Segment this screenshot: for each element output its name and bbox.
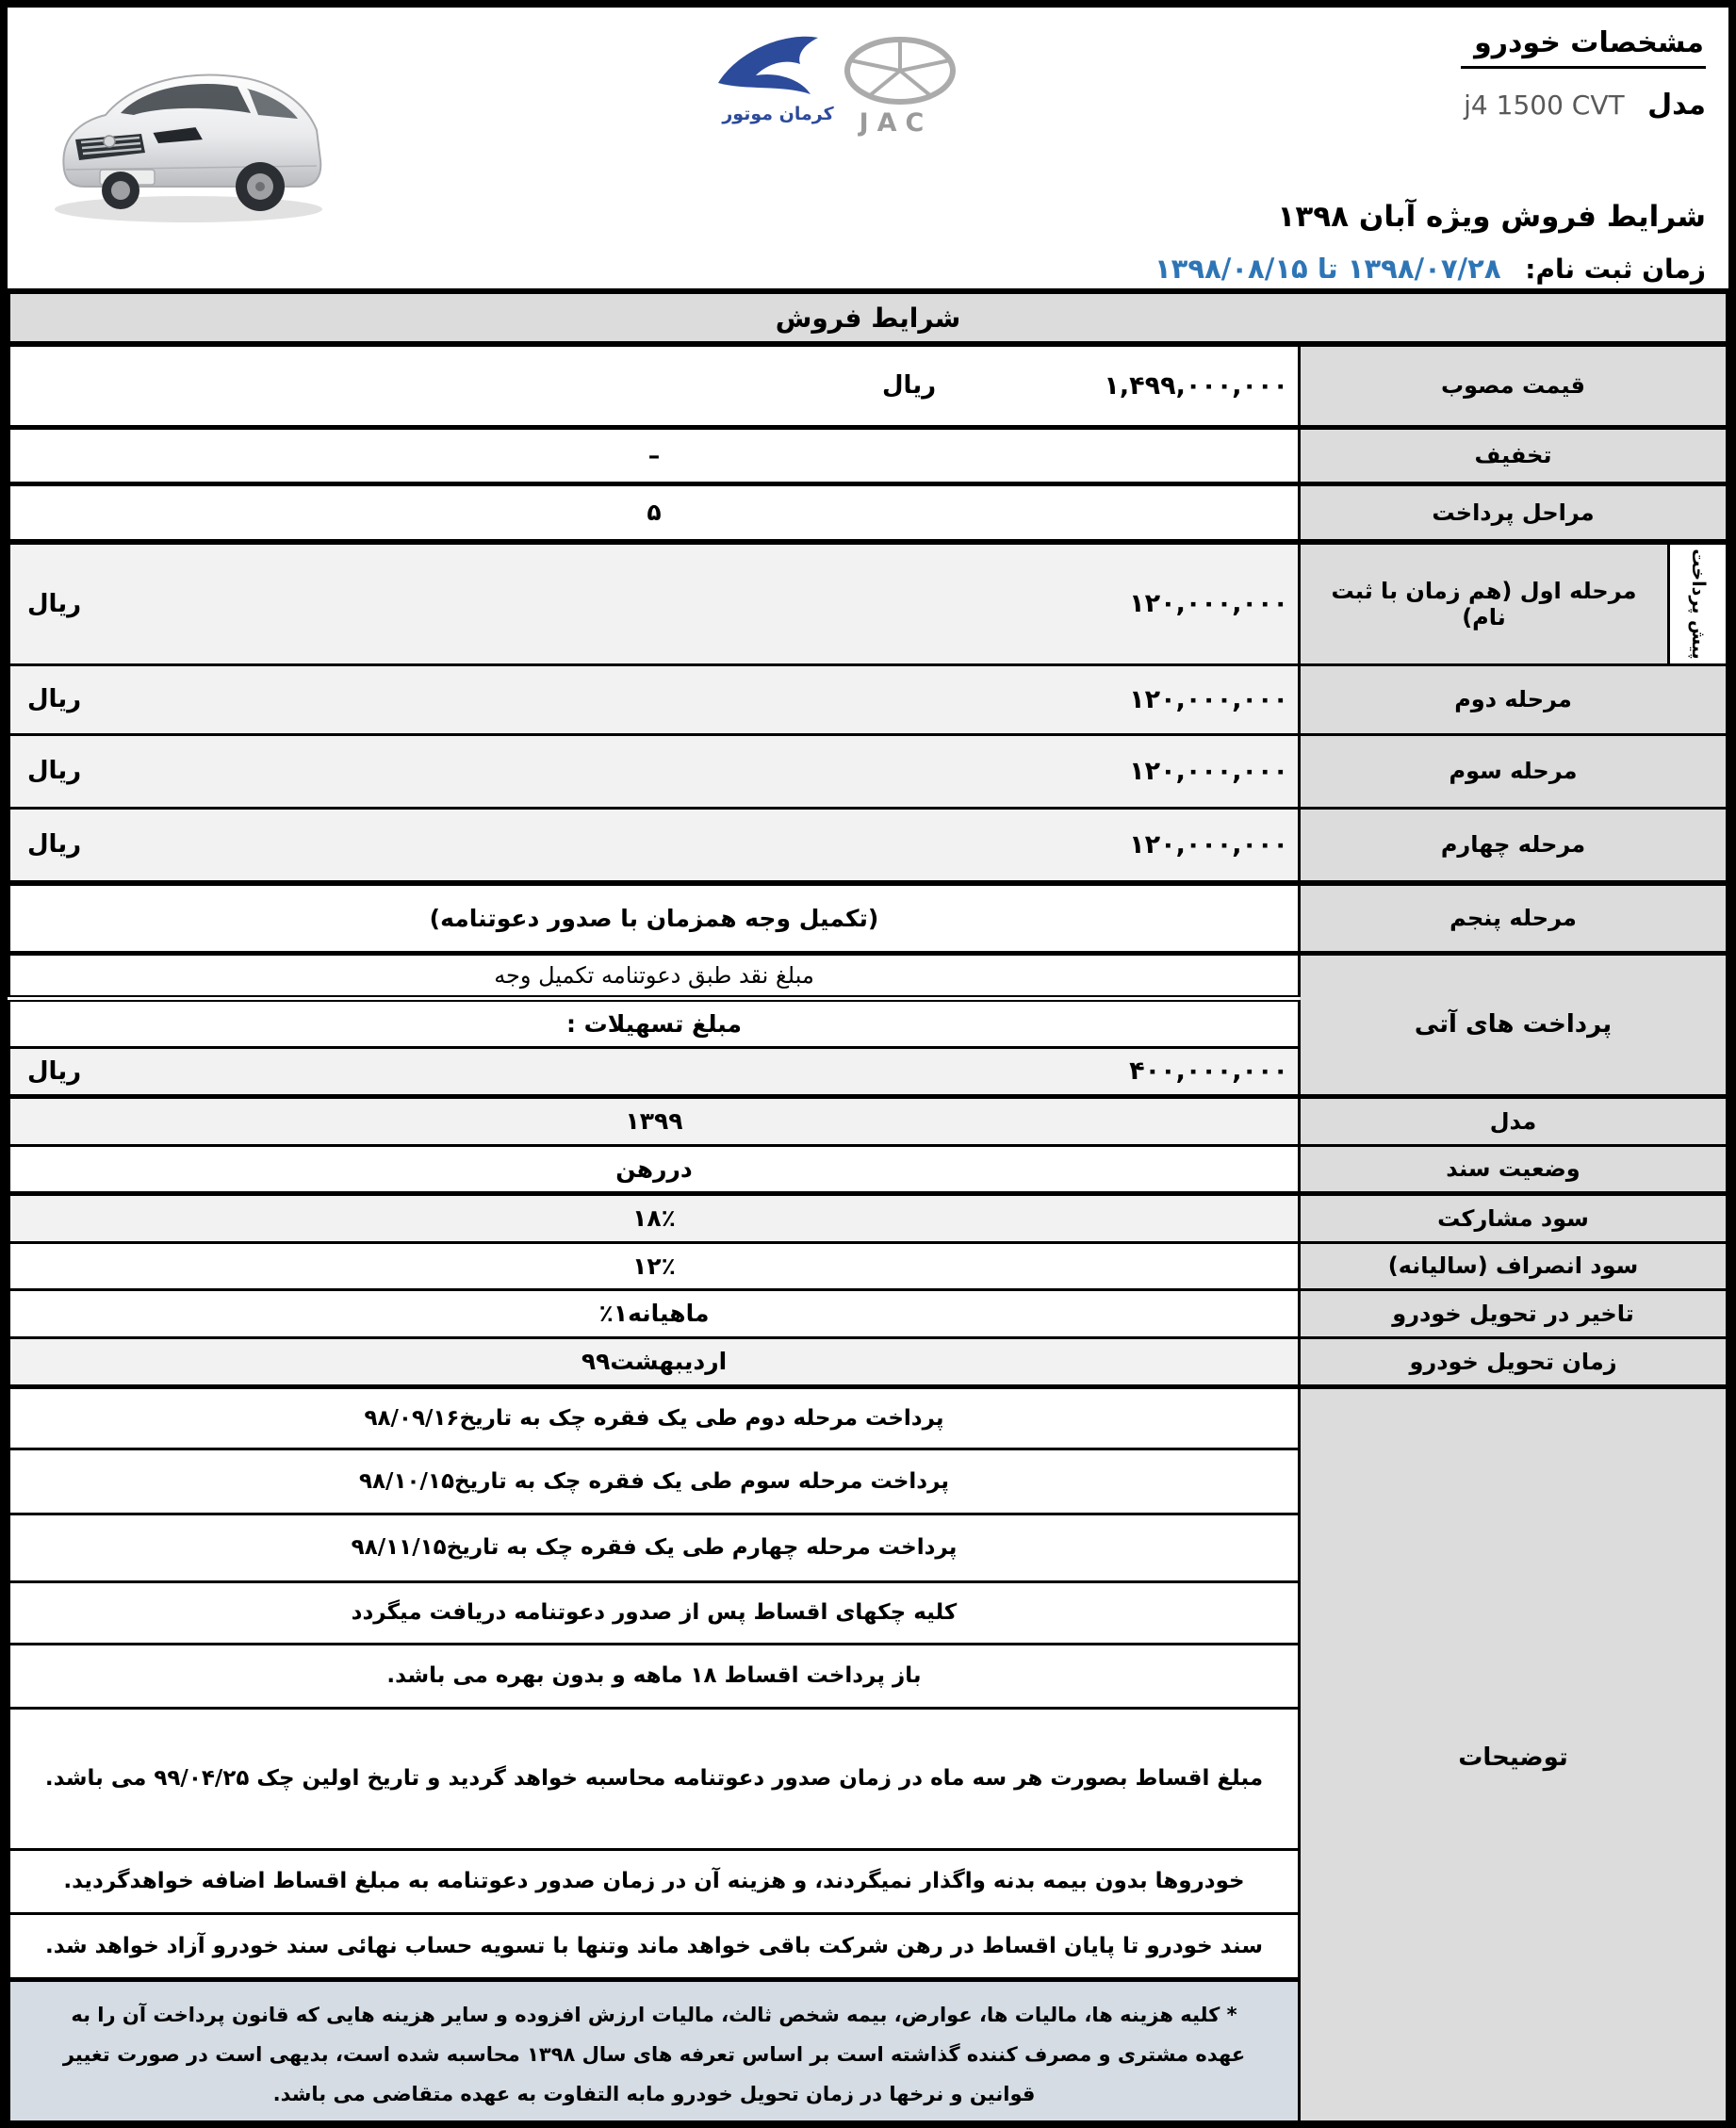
registration-label: زمان ثبت نام: [1525, 254, 1706, 285]
stage3-unit: ریال [27, 757, 82, 785]
jac-star-icon [843, 34, 958, 107]
stages-count-label: مراحل پرداخت [1300, 483, 1728, 542]
campaign-title: شرایط فروش ویژه آبان ۱۳۹۸ [1277, 200, 1706, 234]
future-payments-label: پرداخت های آتی [1300, 953, 1728, 1096]
cancellation-interest-label: سود انصراف (سالیانه) [1300, 1242, 1728, 1289]
row-model-year [9, 1096, 1728, 1145]
sale-conditions-table [8, 288, 1728, 2128]
footnote-text: * کلیه هزینه ها، مالیات ها، عوارض، بیمه شخص ثالث، مالیات ارزش افزوده و سایر هزینه هایی که قانون پرداخت آن را به عهده مشتری و مصرف کننده گذاشته است بر اساس تعرفه های سال ۱۳۹۸ محاسبه شده است، بدیهی است در صورت تغییر قوانین و نرخها در زمان تحویل خودرو مابه التفاوت به عهده متقاضی می باشد. [9, 1979, 1300, 2128]
price-value-cell [9, 344, 1300, 427]
stage2-unit: ریال [27, 685, 82, 713]
stage1-unit: ریال [27, 589, 82, 618]
facility-value: ۴۰۰,۰۰۰,۰۰۰ [1129, 1056, 1288, 1086]
note-item: باز پرداخت اقساط ۱۸ ماهه و بدون بهره می باشد. [9, 1644, 1300, 1708]
note-item: خودروها بدون بیمه بدنه واگذار نمیگردند، و هزینه آن در زمان صدور دعوتنامه به مبلغ اقساط اضافه خواهدگردید. [9, 1849, 1300, 1913]
row-stage2 [9, 664, 1728, 734]
row-stage4 [9, 808, 1728, 883]
kerman-motor-logo-text: کرمان موتور [722, 104, 834, 124]
row-discount [9, 427, 1728, 483]
kerman-motor-bird-icon [712, 30, 844, 102]
stage4-unit: ریال [27, 830, 82, 859]
car-photo [47, 28, 335, 231]
row-delivery-time [9, 1337, 1728, 1386]
note-item: پرداخت مرحله سوم طی یک فقره چک به تاریخ۹۸/۱۰/۱۵ [9, 1449, 1300, 1514]
document-status-value: دررهن [9, 1145, 1300, 1193]
document-status-label: وضعیت سند [1300, 1145, 1728, 1193]
model-year-value: ۱۳۹۹ [9, 1096, 1300, 1145]
note-item: مبلغ اقساط بصورت هر سه ماه در زمان صدور دعوتنامه محاسبه خواهد گردید و تاریخ اولین چک ۹۹/۰۴/۲۵ می باشد. [9, 1708, 1300, 1849]
delivery-time-value: اردیبهشت۹۹ [9, 1337, 1300, 1386]
stage5-label: مرحله پنجم [1300, 883, 1728, 953]
facility-label: مبلغ تسهیلات : [9, 998, 1300, 1047]
stage3-label: مرحله سوم [1300, 734, 1728, 808]
delivery-time-label: زمان تحویل خودرو [1300, 1337, 1728, 1386]
discount-label: تخفیف [1300, 427, 1728, 483]
car-illustration [47, 28, 335, 231]
facility-unit: ریال [27, 1056, 82, 1086]
row-stage1 [9, 542, 1728, 664]
stage2-value-cell [9, 664, 1300, 734]
prepayment-side-label: پیش پرداخت [1687, 548, 1709, 660]
participation-interest-label: سود مشارکت [1300, 1193, 1728, 1242]
row-stage5 [9, 883, 1728, 953]
kerman-motor-logo [696, 30, 860, 145]
facility-value-cell [9, 1047, 1300, 1096]
price-unit: ریال [882, 371, 937, 401]
registration-line [1155, 253, 1706, 285]
stage2-label: مرحله دوم [1300, 664, 1728, 734]
delivery-delay-label: تاخیر در تحویل خودرو [1300, 1289, 1728, 1337]
registration-period: ۱۳۹۸/۰۷/۲۸ تا ۱۳۹۸/۰۸/۱۵ [1154, 253, 1501, 285]
participation-interest-value: ۱۸٪ [9, 1193, 1300, 1242]
model-label: مدل [1647, 89, 1706, 122]
model-year-label: مدل [1300, 1096, 1728, 1145]
model-line [1464, 89, 1706, 122]
note-item: سند خودرو تا پایان اقساط در رهن شرکت باقی خواهد ماند وتنها با تسویه حساب نهائی سند خودرو آزاد خواهد شد. [9, 1913, 1300, 1979]
stage4-value: ۱۲۰,۰۰۰,۰۰۰ [1129, 829, 1288, 859]
price-label: قیمت مصوب [1300, 344, 1728, 427]
jac-logo [839, 34, 961, 145]
jac-logo-text: JAC [859, 108, 933, 138]
stage1-value-cell [9, 542, 1300, 664]
delivery-delay-value: ٪۱ماهیانه [9, 1289, 1300, 1337]
notes-label: توضیحات [1300, 1386, 1728, 2128]
note-item: پرداخت مرحله چهارم طی یک فقره چک به تاریخ۹۸/۱۱/۱۵ [9, 1514, 1300, 1581]
table-title: شرایط فروش [9, 291, 1728, 344]
cancellation-interest-value: ۱۲٪ [9, 1242, 1300, 1289]
note-item: پرداخت مرحله دوم طی یک فقره چک به تاریخ۹۸/۰۹/۱۶ [9, 1386, 1300, 1449]
spec-title: مشخصات خودرو [1461, 26, 1706, 69]
row-stage3 [9, 734, 1728, 808]
prepayment-side-cell [1669, 542, 1728, 664]
sheet-header [8, 8, 1728, 288]
row-participation-interest [9, 1193, 1728, 1242]
future-cash-note: مبلغ نقد طبق دعوتنامه تکمیل وجه [9, 953, 1300, 998]
stage5-value: (تکمیل وجه همزمان با صدور دعوتنامه) [9, 883, 1300, 953]
stages-count-value: ۵ [9, 483, 1300, 542]
table-header-row [9, 291, 1728, 344]
row-delivery-delay [9, 1289, 1728, 1337]
price-value: ۱,۴۹۹,۰۰۰,۰۰۰ [1104, 370, 1288, 401]
stage4-value-cell [9, 808, 1300, 883]
row-stages-count [9, 483, 1728, 542]
row-note-1 [9, 1386, 1728, 1449]
model-value: j4 1500 CVT [1464, 90, 1625, 121]
row-future-cash [9, 953, 1728, 998]
row-cancellation-interest [9, 1242, 1728, 1289]
stage4-label: مرحله چهارم [1300, 808, 1728, 883]
stage1-label: مرحله اول (هم زمان با ثبت نام) [1300, 542, 1669, 664]
stage1-value: ۱۲۰,۰۰۰,۰۰۰ [1129, 589, 1288, 619]
discount-value: – [9, 427, 1300, 483]
row-price [9, 344, 1728, 427]
stage3-value-cell [9, 734, 1300, 808]
stage2-value: ۱۲۰,۰۰۰,۰۰۰ [1129, 684, 1288, 714]
note-item: کلیه چکهای اقساط پس از صدور دعوتنامه دریافت میگردد [9, 1581, 1300, 1644]
row-document-status [9, 1145, 1728, 1193]
stage3-value: ۱۲۰,۰۰۰,۰۰۰ [1129, 756, 1288, 786]
